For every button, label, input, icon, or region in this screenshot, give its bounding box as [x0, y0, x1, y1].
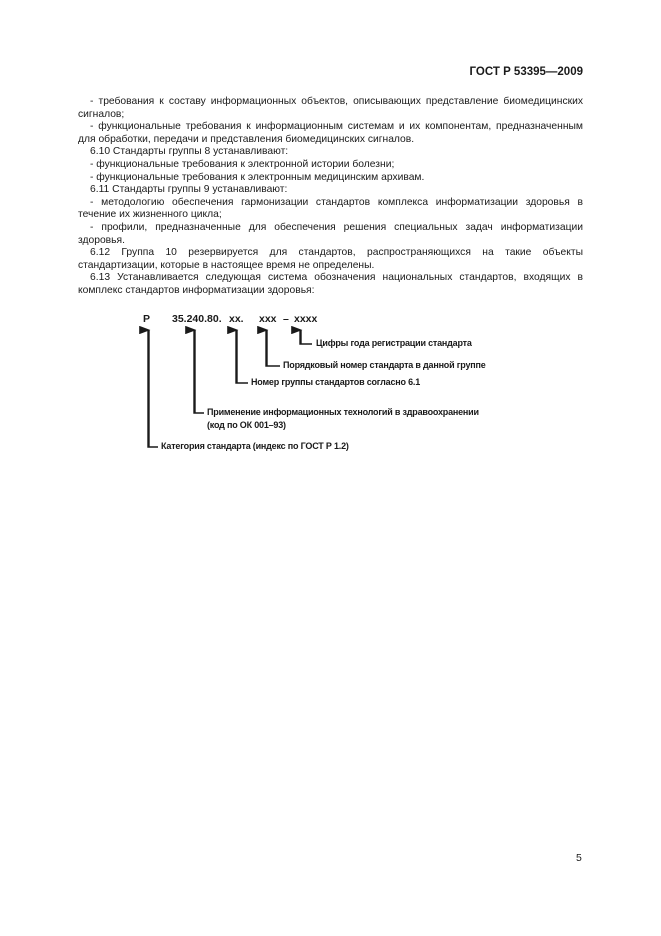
code-category: Р [143, 313, 151, 325]
code-dash: – [283, 313, 289, 325]
label-category: Категория стандарта (индекс по ГОСТ Р 1.2) [161, 441, 349, 451]
label-year: Цифры года регистрации стандарта [316, 338, 472, 348]
paragraph-text: - требования к составу информационных объектов, описывающих представление биомедицинских сигналов; [78, 96, 583, 120]
group-leader-line [236, 330, 248, 383]
code-group: хх. [229, 313, 244, 325]
code-year: хххх [294, 313, 318, 325]
paragraph-text: - профили, предназначенные для обеспечения решения специальных задач информатизации здоровья. [78, 221, 583, 246]
label-group: Номер группы стандартов согласно 6.1 [251, 377, 421, 387]
paragraph-text: - методологию обеспечения гармонизации стандартов комплекса информатизации здоровья в течение их жизненного цикла; [78, 196, 583, 221]
paragraph-text: - функциональные требования к электронным медицинским архивам. [90, 171, 425, 183]
page-number: 5 [576, 852, 582, 864]
label-number: Порядковый номер стандарта в данной группе [283, 360, 486, 370]
paragraph-text: - функциональные требования к информационным системам и их компонентам, предназначенным для обработки, передачи и представления биомедицинских сигналов. [78, 121, 583, 145]
number-leader-line [266, 330, 280, 366]
label-okp-line2: (код по ОК 001–93) [207, 420, 286, 430]
paragraph-text: 6.10 Стандарты группы 8 устанавливают: [90, 146, 289, 158]
code-number: ххх [259, 313, 277, 325]
paragraph-text: - функциональные требования к электронной истории болезни; [90, 158, 395, 170]
label-okp-line1: Применение информационных технологий в здравоохранении [207, 407, 479, 417]
document-code: ГОСТ Р 53395—2009 [469, 66, 583, 78]
year-leader-line [300, 330, 312, 344]
code-okp: 35.240.80. [172, 313, 222, 325]
paragraph-text: 6.11 Стандарты группы 9 устанавливают: [90, 184, 288, 196]
paragraph-text: 6.12 Группа 10 резервируется для стандартов, распространяющихся на такие объекты стандартизации, которые в настоящее время не определены. [78, 247, 583, 271]
paragraph-text: 6.13 Устанавливается следующая система обозначения национальных стандартов, входящих в комплекс стандартов информатизации здоровья: [78, 272, 583, 296]
